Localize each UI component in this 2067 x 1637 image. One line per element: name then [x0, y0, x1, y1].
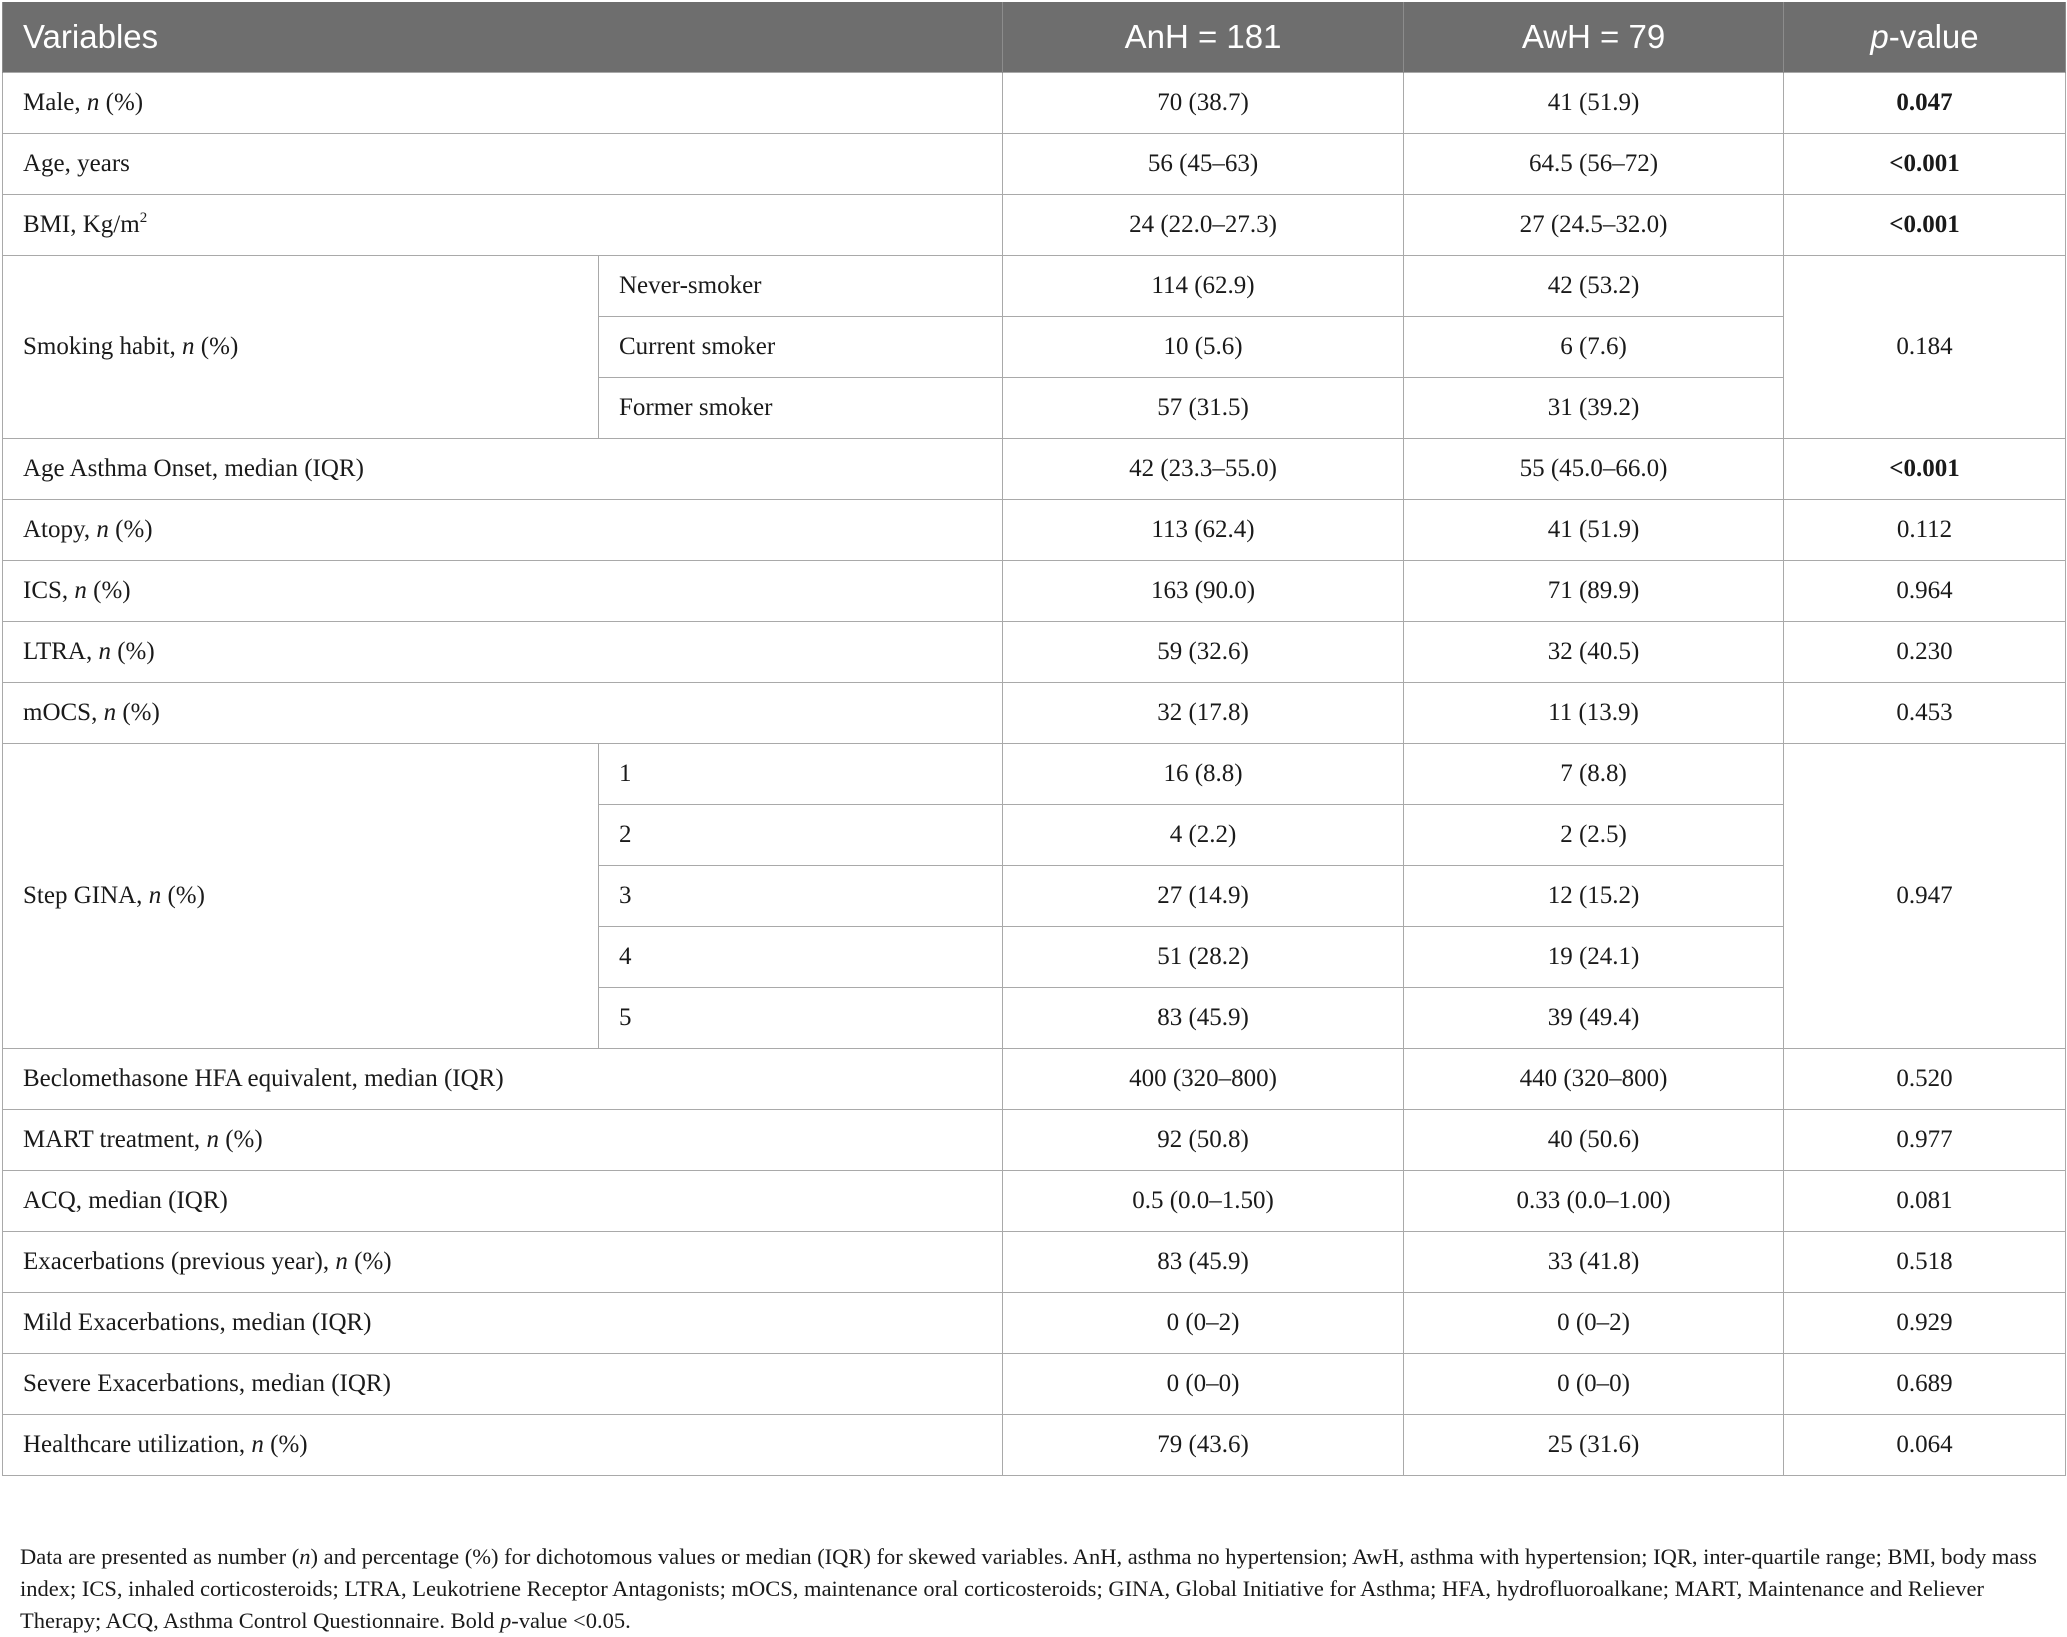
sub-label: 3: [599, 866, 1003, 927]
awh-value: 32 (40.5): [1404, 622, 1784, 683]
anh-value: 57 (31.5): [1003, 378, 1404, 439]
row-label: mOCS, n (%): [3, 683, 1003, 744]
p-value: 0.964: [1784, 561, 2066, 622]
table-row: [3, 1415, 2066, 1476]
table-row: [3, 73, 2066, 134]
sub-label: Never-smoker: [599, 256, 1003, 317]
awh-value: 12 (15.2): [1404, 866, 1784, 927]
awh-value: 55 (45.0–66.0): [1404, 439, 1784, 500]
table-row: [3, 1232, 2066, 1293]
header-variables: Variables: [3, 2, 1003, 73]
table-footnote: Data are presented as number (n) and percentage (%) for dichotomous values or median (IQR) for skewed variables. AnH, asthma no hypertension; AwH, asthma with hypertension; IQR, inter-quartile range; BMI, body mass index; ICS, inhaled corticosteroids; LTRA, Leukotriene Receptor Antagonists; mOCS, maintenance oral corticosteroids; GINA, Global Initiative for Asthma; HFA, hydrofluoroalkane; MART, Maintenance and Reliever Therapy; ACQ, Asthma Control Questionnaire. Bold p-value <0.05.: [20, 1544, 2037, 1633]
table-row: [3, 744, 2066, 805]
row-label: Step GINA, n (%): [3, 744, 599, 1049]
table-row: [3, 195, 2066, 256]
anh-value: 79 (43.6): [1003, 1415, 1404, 1476]
p-value: 0.689: [1784, 1354, 2066, 1415]
table-row: [3, 1110, 2066, 1171]
awh-value: 27 (24.5–32.0): [1404, 195, 1784, 256]
anh-value: 51 (28.2): [1003, 927, 1404, 988]
p-value: <0.001: [1784, 439, 2066, 500]
sub-label: 1: [599, 744, 1003, 805]
anh-value: 59 (32.6): [1003, 622, 1404, 683]
anh-value: 24 (22.0–27.3): [1003, 195, 1404, 256]
awh-value: 7 (8.8): [1404, 744, 1784, 805]
anh-value: 163 (90.0): [1003, 561, 1404, 622]
p-value: 0.977: [1784, 1110, 2066, 1171]
awh-value: 33 (41.8): [1404, 1232, 1784, 1293]
awh-value: 2 (2.5): [1404, 805, 1784, 866]
anh-value: 92 (50.8): [1003, 1110, 1404, 1171]
awh-value: 0 (0–0): [1404, 1354, 1784, 1415]
awh-value: 31 (39.2): [1404, 378, 1784, 439]
sub-label: 5: [599, 988, 1003, 1049]
row-label: LTRA, n (%): [3, 622, 1003, 683]
table-row: [3, 1293, 2066, 1354]
anh-value: 10 (5.6): [1003, 317, 1404, 378]
p-value: <0.001: [1784, 195, 2066, 256]
row-label: Atopy, n (%): [3, 500, 1003, 561]
p-value: 0.947: [1784, 744, 2066, 1049]
awh-value: 39 (49.4): [1404, 988, 1784, 1049]
p-value: 0.064: [1784, 1415, 2066, 1476]
anh-value: 42 (23.3–55.0): [1003, 439, 1404, 500]
anh-value: 0 (0–2): [1003, 1293, 1404, 1354]
p-value: 0.081: [1784, 1171, 2066, 1232]
p-value: 0.184: [1784, 256, 2066, 439]
row-label: ICS, n (%): [3, 561, 1003, 622]
table-row: [3, 1171, 2066, 1232]
row-label: Severe Exacerbations, median (IQR): [3, 1354, 1003, 1415]
anh-value: 400 (320–800): [1003, 1049, 1404, 1110]
anh-value: 0 (0–0): [1003, 1354, 1404, 1415]
row-label: Age Asthma Onset, median (IQR): [3, 439, 1003, 500]
p-value: 0.520: [1784, 1049, 2066, 1110]
p-value: 0.112: [1784, 500, 2066, 561]
awh-value: 42 (53.2): [1404, 256, 1784, 317]
header-awh: AwH = 79: [1404, 2, 1784, 73]
header-row: [3, 2, 2066, 73]
awh-value: 41 (51.9): [1404, 73, 1784, 134]
anh-value: 83 (45.9): [1003, 988, 1404, 1049]
sub-label: Current smoker: [599, 317, 1003, 378]
anh-value: 4 (2.2): [1003, 805, 1404, 866]
sub-label: 2: [599, 805, 1003, 866]
awh-value: 41 (51.9): [1404, 500, 1784, 561]
awh-value: 19 (24.1): [1404, 927, 1784, 988]
anh-value: 16 (8.8): [1003, 744, 1404, 805]
row-label: BMI, $Kg/m^2$: [3, 195, 1003, 256]
awh-value: 25 (31.6): [1404, 1415, 1784, 1476]
row-label: Age, years: [3, 134, 1003, 195]
row-label: Smoking habit, n (%): [3, 256, 599, 439]
asthma-hypertension-table: [2, 2, 2066, 1476]
anh-value: 0.5 (0.0–1.50): [1003, 1171, 1404, 1232]
awh-value: 0.33 (0.0–1.00): [1404, 1171, 1784, 1232]
anh-value: 56 (45–63): [1003, 134, 1404, 195]
p-value: 0.453: [1784, 683, 2066, 744]
p-value: 0.047: [1784, 73, 2066, 134]
anh-value: 113 (62.4): [1003, 500, 1404, 561]
awh-value: 40 (50.6): [1404, 1110, 1784, 1171]
row-label: Beclomethasone HFA equivalent, median (IQR): [3, 1049, 1003, 1110]
row-label: ACQ, median (IQR): [3, 1171, 1003, 1232]
p-value: 0.929: [1784, 1293, 2066, 1354]
p-value: 0.230: [1784, 622, 2066, 683]
table-row: [3, 500, 2066, 561]
table-row: [3, 683, 2066, 744]
table-row: [3, 439, 2066, 500]
table-row: [3, 256, 2066, 317]
row-label: Exacerbations (previous year), n (%): [3, 1232, 1003, 1293]
table-row: [3, 561, 2066, 622]
awh-value: 440 (320–800): [1404, 1049, 1784, 1110]
awh-value: 6 (7.6): [1404, 317, 1784, 378]
anh-value: 27 (14.9): [1003, 866, 1404, 927]
awh-value: 11 (13.9): [1404, 683, 1784, 744]
sub-label: 4: [599, 927, 1003, 988]
table-row: [3, 1354, 2066, 1415]
header-p-italic: p: [1870, 18, 1889, 55]
table-row: [3, 622, 2066, 683]
row-label: Mild Exacerbations, median (IQR): [3, 1293, 1003, 1354]
p-value: <0.001: [1784, 134, 2066, 195]
anh-value: 70 (38.7): [1003, 73, 1404, 134]
awh-value: 64.5 (56–72): [1404, 134, 1784, 195]
awh-value: 71 (89.9): [1404, 561, 1784, 622]
table-row: [3, 134, 2066, 195]
table-row: [3, 1049, 2066, 1110]
header-p-value: [1784, 2, 2066, 73]
header-p-rest: -value: [1888, 18, 1979, 55]
awh-value: 0 (0–2): [1404, 1293, 1784, 1354]
p-value: 0.518: [1784, 1232, 2066, 1293]
anh-value: 83 (45.9): [1003, 1232, 1404, 1293]
row-label: Healthcare utilization, n (%): [3, 1415, 1003, 1476]
anh-value: 32 (17.8): [1003, 683, 1404, 744]
sub-label: Former smoker: [599, 378, 1003, 439]
row-label: Male, n (%): [3, 73, 1003, 134]
anh-value: 114 (62.9): [1003, 256, 1404, 317]
header-anh: AnH = 181: [1003, 2, 1404, 73]
row-label: MART treatment, n (%): [3, 1110, 1003, 1171]
